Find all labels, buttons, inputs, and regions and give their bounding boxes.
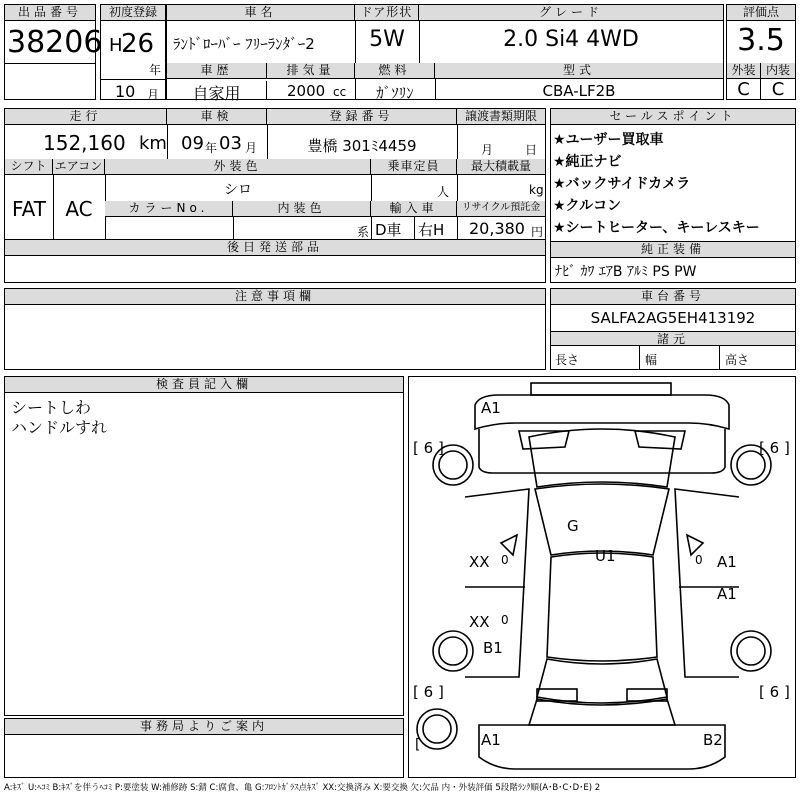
- tire-value: 6: [423, 683, 434, 701]
- mark-zero-2: 0: [501, 613, 509, 627]
- divider: [719, 346, 720, 369]
- bracket-r: ]: [783, 439, 790, 457]
- ext-label: 外装: [727, 63, 761, 79]
- era: H: [109, 35, 123, 56]
- divider: [167, 125, 168, 159]
- history: 自家用: [167, 81, 267, 99]
- right-taillight: [627, 689, 667, 701]
- km-unit: km: [139, 133, 167, 154]
- rear-window: [537, 659, 667, 703]
- fuel-label: 燃料: [355, 63, 435, 79]
- car-name-label: 車名: [167, 5, 355, 21]
- mark-right-rear-door: A1: [717, 585, 737, 603]
- rear-bumper: [479, 725, 725, 769]
- rear-left-tire-inner: [439, 637, 467, 665]
- inspector-note-2: ハンドルすれ: [11, 418, 108, 437]
- recycle: 20,380: [469, 219, 525, 238]
- genuine-label: 純正装備: [551, 242, 795, 258]
- reg-number: 豊橋 301ﾐ4459: [307, 137, 417, 155]
- capacity-label: 乗車定員: [371, 159, 457, 175]
- divider: [639, 346, 640, 369]
- sales-points-box: [550, 108, 796, 283]
- grade: 2.0 Si4 4WD: [503, 27, 639, 52]
- history-label: 車歴: [167, 63, 267, 79]
- color-no-label: カラーNo.: [105, 201, 233, 217]
- lot-box: [4, 4, 103, 100]
- cc-unit: cc: [333, 85, 347, 99]
- score: 3.5: [737, 23, 785, 58]
- first-reg-label: 初度登録: [101, 5, 165, 21]
- first-reg-box: [100, 4, 166, 100]
- chassis-label: 車台番号: [551, 289, 795, 305]
- bracket-r: ]: [783, 683, 790, 701]
- inspector-label: 検査員記入欄: [5, 377, 403, 393]
- tire-value: 6: [769, 439, 780, 457]
- right-side: [675, 489, 739, 677]
- int-label: 内装: [761, 63, 795, 79]
- mark-front-bumper: A1: [481, 399, 501, 417]
- displacement-label: 排気量: [267, 63, 355, 79]
- damage-diagram: [408, 376, 796, 778]
- specs-label: 諸元: [551, 332, 795, 346]
- tire-depth-fr: [759, 439, 790, 457]
- rear-right-tire-inner: [737, 637, 765, 665]
- transfer-month: 月: [481, 143, 494, 157]
- door-label: ドア形状: [355, 5, 419, 21]
- left-taillight: [537, 689, 577, 701]
- car-diagram-svg: [409, 377, 795, 777]
- max-load-label: 最大積載量: [457, 159, 545, 175]
- fuel: ｶﾞｿﾘﾝ: [376, 84, 414, 102]
- height-label: 高さ: [725, 353, 750, 367]
- notes-label: 注意事項欄: [5, 289, 545, 305]
- mark-rear-bumper-right: B2: [703, 731, 723, 749]
- inspector-box: [4, 376, 404, 716]
- mark-roof: G: [567, 517, 579, 535]
- chassis-box: [550, 288, 796, 370]
- office-label: 事務局よりご案内: [5, 719, 403, 735]
- windshield: [535, 484, 669, 555]
- insp-year: 09: [181, 133, 204, 154]
- ac: AC: [65, 197, 93, 221]
- sales-label: セールスポイント: [551, 109, 795, 125]
- import-label: 輸入車: [371, 201, 457, 217]
- bracket-l: [: [413, 439, 419, 457]
- score-box: [726, 4, 796, 100]
- shift: FAT: [11, 197, 46, 221]
- divider: [5, 63, 95, 64]
- right-mirror: [687, 535, 703, 555]
- bracket-l: [: [759, 683, 765, 701]
- top-frame: [531, 383, 671, 395]
- bracket-r: ]: [437, 683, 444, 701]
- reg-month: 10: [115, 82, 136, 101]
- int-color-label: 内装色: [233, 201, 371, 217]
- door: 5W: [369, 27, 405, 52]
- car-info-box: [166, 4, 724, 103]
- reg-label: 登録番号: [267, 109, 457, 125]
- genuine: ﾅﾋﾞ ｶﾜ ｴｱB ｱﾙﾐ PS PW: [555, 264, 697, 280]
- model: CBA-LF2B: [542, 82, 616, 100]
- tire-depth-rl: [413, 683, 444, 701]
- int-color-unit: 系: [357, 225, 370, 239]
- ext-grade: C: [727, 79, 761, 99]
- grade-label: グレード: [419, 5, 723, 21]
- tire-value: 6: [769, 683, 780, 701]
- year-unit: 年: [149, 63, 162, 77]
- mark-zero-3: 0: [695, 553, 703, 567]
- transfer-label: 譲渡書類期限: [457, 109, 545, 125]
- inspector-note-1: シートしわ: [11, 398, 92, 417]
- hood: [529, 429, 675, 487]
- divider: [457, 125, 458, 159]
- insp-month-unit: 月: [245, 141, 258, 155]
- tire-depth-rr: [759, 683, 790, 701]
- model-label: 型式: [435, 63, 723, 79]
- reg-year: 26: [121, 29, 155, 59]
- inspection-label: 車検: [167, 109, 267, 125]
- bracket-l: [: [759, 439, 765, 457]
- mileage-label: 走行: [5, 109, 167, 125]
- int-grade: C: [771, 79, 785, 100]
- left-mirror: [501, 535, 517, 555]
- recycle-label: リサイクル預託金: [457, 201, 545, 217]
- lot-label: 出品番号: [5, 5, 95, 21]
- month-unit: 月: [147, 88, 160, 102]
- mark-right-front-door: A1: [717, 553, 737, 571]
- mark-zero-1: 0: [501, 553, 509, 567]
- width-label: 幅: [645, 353, 658, 367]
- bracket-r: ]: [437, 439, 444, 457]
- mileage-block: [4, 108, 546, 283]
- chassis-number: SALFA2AG5EH413192: [590, 309, 756, 327]
- roof: [547, 553, 657, 661]
- transfer-day: 日: [525, 143, 538, 157]
- later-parts-label: 後日発送部品: [5, 240, 545, 256]
- divider: [414, 217, 415, 239]
- bracket-l: [: [415, 737, 421, 753]
- spare-tire-inner: [423, 715, 451, 743]
- sales-point-1: ★ユーザー買取車: [553, 132, 664, 148]
- office-box: [4, 718, 404, 778]
- car-name: ﾗﾝﾄﾞﾛｰﾊﾞｰ ﾌﾘｰﾗﾝﾀﾞｰ2: [173, 35, 315, 53]
- front-bumper: [475, 395, 729, 429]
- insp-month: 03: [219, 133, 242, 154]
- mark-left-front-door: XX: [469, 553, 490, 571]
- divider: [233, 217, 234, 239]
- legend: A:ｷｽﾞ U:ﾍｺﾐ B:ｷｽﾞを伴うﾍｺﾐ P:要塗装 W:補修跡 S:錆 C:腐食、亀 G:ﾌﾛﾝﾄｶﾞﾗｽ点ｷｽﾞ XX:交換済み X:要交換 欠:欠品 内・外装評価 5段階ﾗﾝｸ順(A･B･C･D･E) 2: [4, 783, 601, 793]
- import-d: D車: [375, 221, 402, 239]
- ac-label: エアコン: [53, 159, 105, 175]
- length-label: 長さ: [555, 353, 580, 367]
- yen-unit: 円: [531, 225, 544, 239]
- ext-color-label: 外装色: [105, 159, 371, 175]
- ext-color: シロ: [224, 182, 252, 198]
- shift-label: シフト: [5, 159, 53, 175]
- score-label: 評価点: [727, 5, 795, 21]
- lot-number: 38206: [7, 25, 103, 60]
- front-hood-outline: [479, 429, 725, 473]
- mark-rear-left-fender: B1: [483, 639, 503, 657]
- tire-value: 6: [423, 439, 434, 457]
- mileage: 152,160: [43, 131, 126, 155]
- tire-depth-fl: [413, 439, 444, 457]
- divider: [101, 79, 165, 80]
- mark-left-rear-door: XX: [469, 613, 490, 631]
- spare-bracket: [415, 737, 420, 753]
- header-block: [4, 4, 796, 104]
- notes-box: [4, 288, 546, 370]
- insp-year-unit: 年: [205, 141, 218, 155]
- sales-point-3: ★バックサイドカメラ: [553, 176, 691, 192]
- import-hand: 右H: [418, 221, 445, 239]
- displacement: 2000: [287, 82, 326, 100]
- bracket-l: [: [413, 683, 419, 701]
- sales-point-5: ★シートヒーター、キーレスキー: [553, 220, 760, 236]
- sales-point-2: ★純正ナビ: [553, 154, 622, 170]
- capacity-unit: 人: [437, 185, 450, 199]
- mark-roof-u1: U1: [595, 547, 616, 565]
- mark-rear-bumper-left: A1: [481, 731, 501, 749]
- load-unit: kg: [529, 183, 544, 197]
- sales-point-4: ★クルコン: [553, 198, 622, 214]
